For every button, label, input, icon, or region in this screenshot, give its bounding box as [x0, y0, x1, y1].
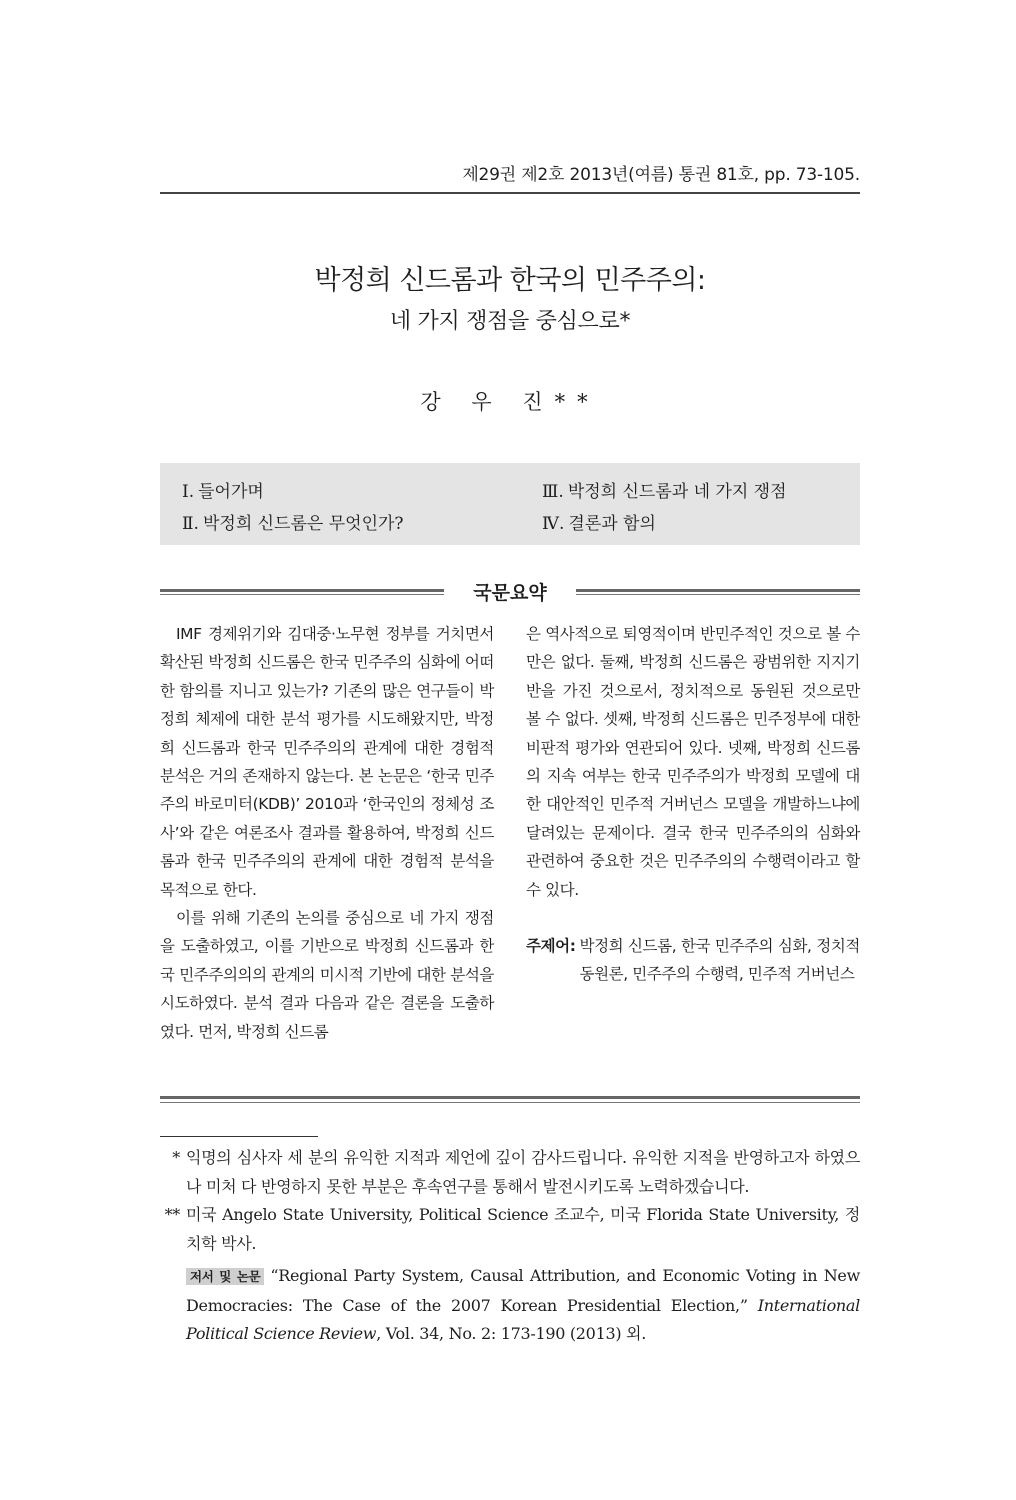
toc-item — [542, 509, 656, 534]
abstract-heading: 국문요약 — [473, 582, 547, 604]
toc-number: Ⅰ. — [182, 482, 195, 502]
footnote-rule — [160, 1136, 318, 1137]
table-of-contents — [160, 463, 860, 545]
abstract-right-column — [526, 620, 860, 989]
footnote-mark: * — [172, 1148, 180, 1167]
abstract-paragraph: IMF 경제위기와 김대중·노무현 정부를 거치면서 확산된 박정희 신드롬은 한국 민주주의 심화에 어떠한 함의를 지니고 있는가? 기존의 많은 연구들이 박정희 체제에 대한 분석 평가를 시도해왔지만, 박정희 신드롬과 한국 민주주의의 관계에 대한 경험적 분석은 거의 존재하지 않는다. 본 논문은 ‘한국 민주주의 바로미터(KDB)’ 2010과 ‘한국인의 정체성 조사’와 같은 여론조사 결과를 활용하여, 박정희 신드롬과 한국 민주주의의 관계에 대한 경험적 분석을 목적으로 한다. — [160, 625, 494, 899]
footnote-acknowledgement — [160, 1144, 860, 1201]
publication-details: , Vol. 34, No. 2: 173-190 (2013) 외. — [376, 1324, 646, 1343]
keywords-label: 주제어: — [526, 937, 576, 956]
paper-subtitle: 네 가지 쟁점을 중심으로* — [389, 309, 631, 334]
abstract-rule-right — [576, 589, 860, 592]
abstract-bottom-rule — [160, 1096, 860, 1099]
publication-journal: International Political Science Review — [186, 1295, 860, 1343]
toc-label: 들어가며 — [198, 482, 264, 502]
publication-title: “Regional Party System, Causal Attribution, and Economic Voting in New Democracies: The Case of the 2007 Korean Presidential Election,” — [186, 1266, 860, 1315]
footnote-mark: ** — [164, 1205, 180, 1224]
abstract-paragraph: 이를 위해 기존의 논의를 중심으로 네 가지 쟁점을 도출하였고, 이를 기반으로 박정희 신드롬과 한국 민주주의의의 관계의 미시적 기반에 대한 분석을 시도하였다. 분석 결과 다음과 같은 결론을 도출하였다. 먼저, 박정희 신드롬 — [160, 909, 494, 1041]
footnotes — [160, 1144, 860, 1349]
author-name: 강 우 진** — [420, 390, 600, 414]
keywords-text: 박정희 신드롬, 한국 민주주의 심화, 정치적 동원론, 민주주의 수행력, 민주적 거버넌스 — [579, 937, 860, 984]
toc-number: Ⅳ. — [542, 514, 565, 534]
footnote-text: 미국 Angelo State University, Political Science 조교수, 미국 Florida State University, 정치학 박사. — [186, 1205, 860, 1253]
paper-title: 박정희 신드롬과 한국의 민주주의: — [314, 265, 706, 296]
toc-item — [182, 477, 264, 502]
author-publications — [160, 1262, 860, 1349]
footnote-text: 익명의 심사자 세 분의 유익한 지적과 제언에 깊이 감사드립니다. 유익한 지적을 반영하고자 하였으나 미처 다 반영하지 못한 부분은 후속연구를 통해서 발전시키도록 노력하겠습니다. — [186, 1148, 860, 1196]
toc-item — [542, 477, 787, 502]
toc-label: 결론과 함의 — [568, 514, 656, 534]
publications-label: 저서 및 논문 — [186, 1268, 264, 1285]
toc-number: Ⅲ. — [542, 482, 564, 502]
abstract-left-column — [160, 620, 494, 1046]
footnote-author — [160, 1201, 860, 1258]
toc-item — [182, 509, 404, 534]
toc-number: Ⅱ. — [182, 514, 199, 534]
toc-label: 박정희 신드롬과 네 가지 쟁점 — [567, 482, 787, 502]
header-rule — [160, 192, 860, 194]
abstract-rule-left — [160, 589, 444, 592]
abstract-paragraph: 은 역사적으로 퇴영적이며 반민주적인 것으로 볼 수만은 없다. 둘째, 박정희 신드롬은 광범위한 지지기반을 가진 것으로서, 정치적으로 동원된 것으로만 볼 수 없다. 셋째, 박정희 신드롬은 민주정부에 대한 비판적 평가와 연관되어 있다. 넷째, 박정희 신드롬의 지속 여부는 한국 민주주의가 박정희 모델에 대한 대안적인 민주적 거버넌스 모델을 개발하느냐에 달려있는 문제이다. 결국 한국 민주주의의 심화와 관련하여 중요한 것은 민주주의의 수행력이라고 할 수 있다. — [526, 625, 860, 899]
toc-label: 박정희 신드롬은 무엇인가? — [202, 514, 404, 534]
keywords — [526, 932, 860, 989]
journal-citation: 제29권 제2호 2013년(여름) 통권 81호, pp. 73-105. — [462, 165, 860, 185]
